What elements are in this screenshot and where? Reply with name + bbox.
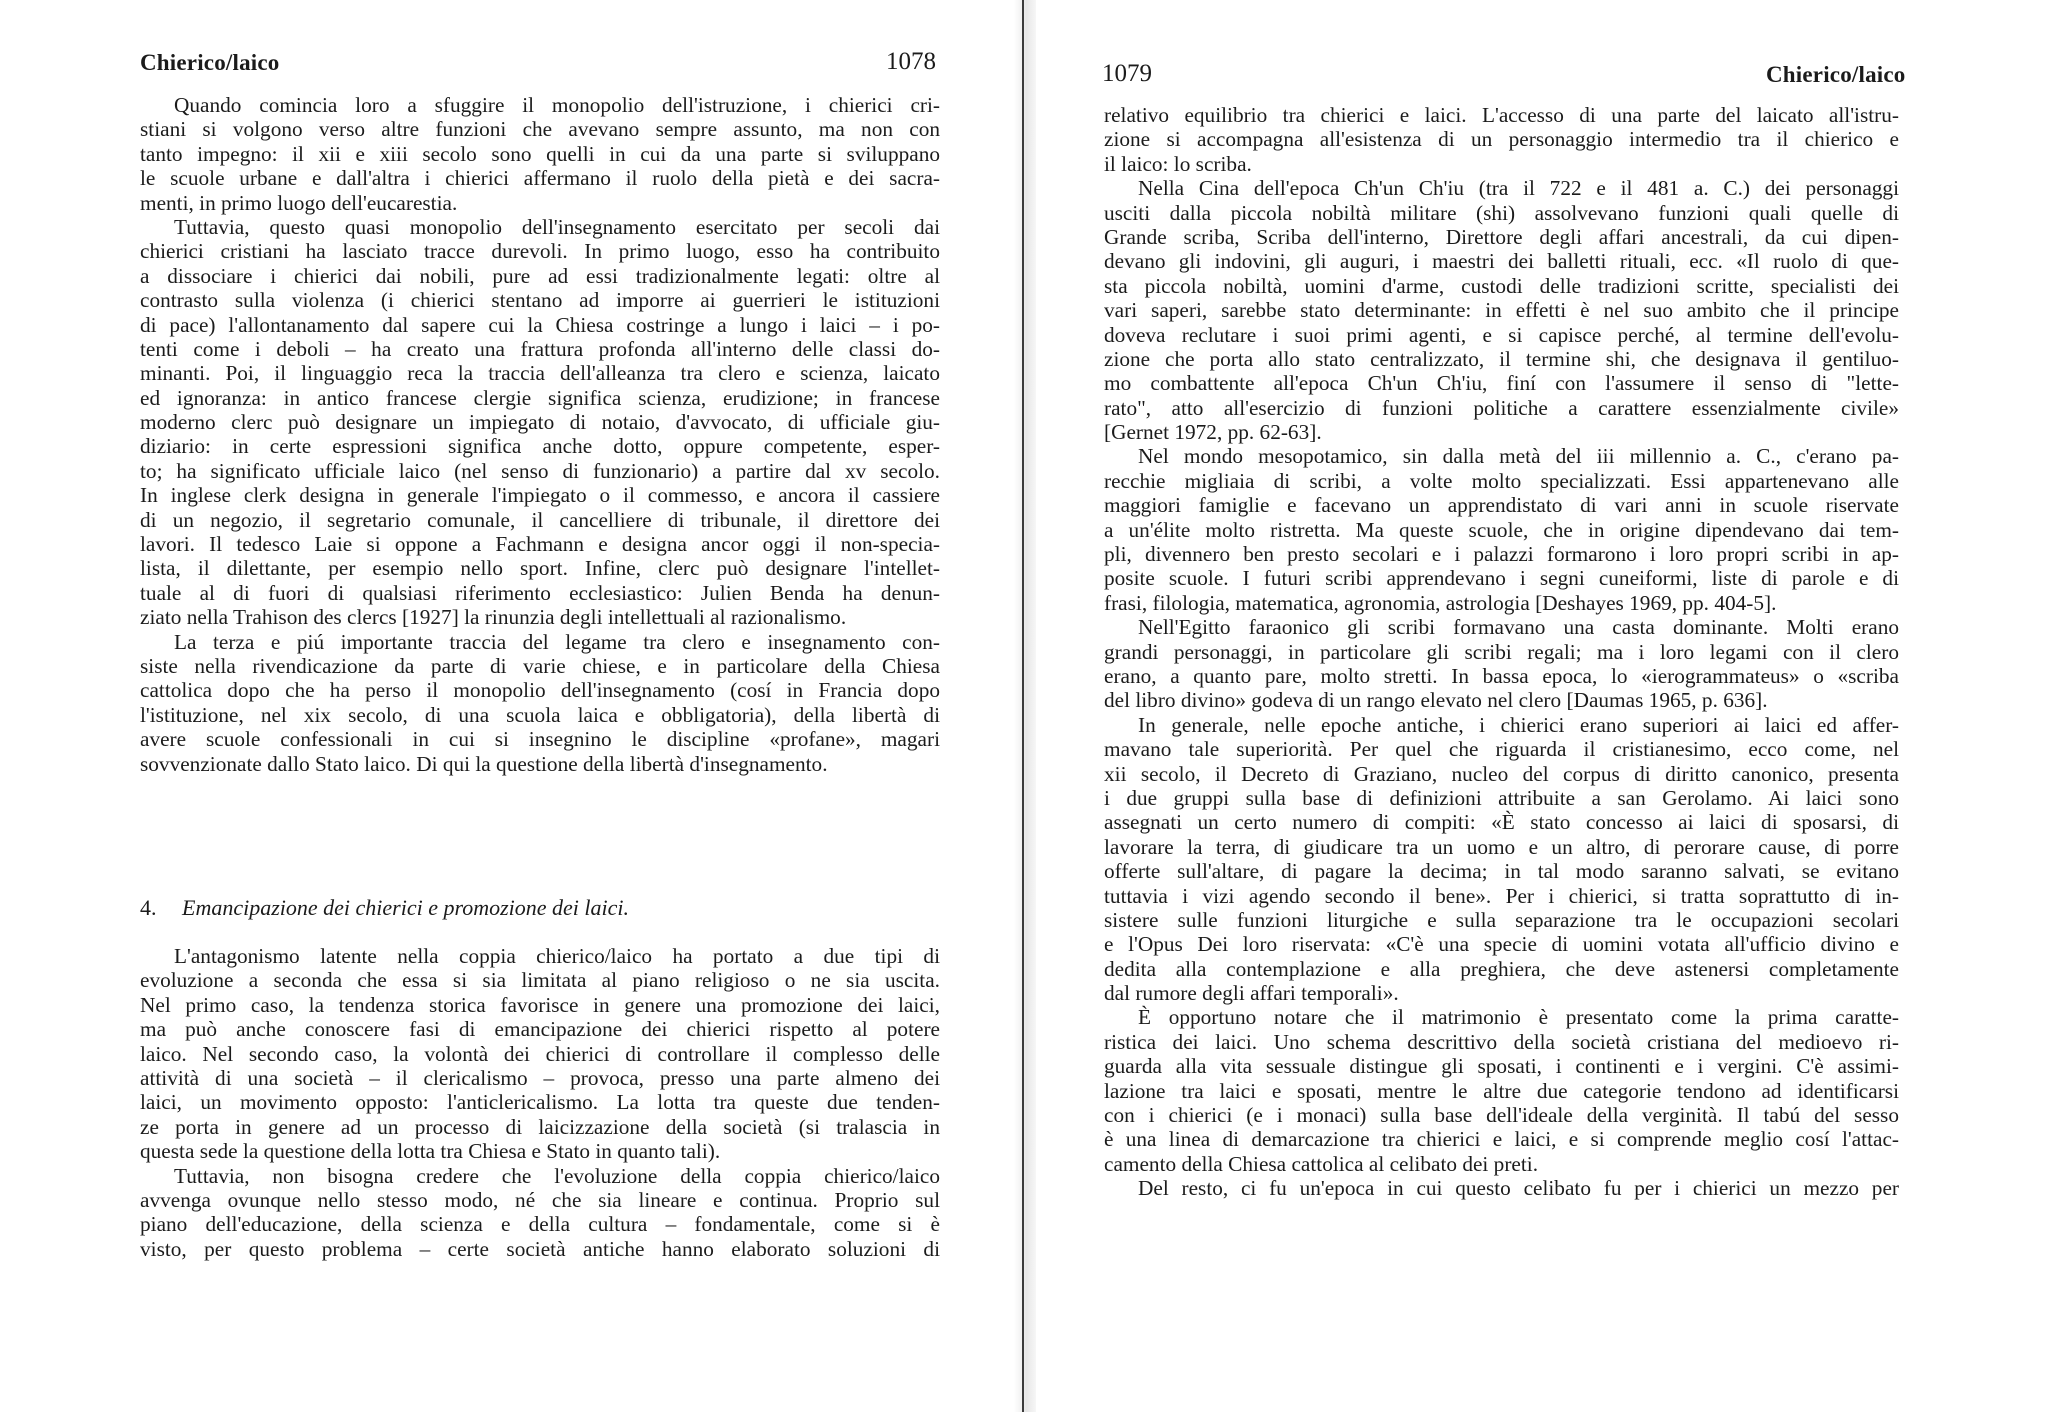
text-line: visto, per questo problema – certe società antiche hanno elaborato soluzioni di [140, 1236, 940, 1261]
book-gutter [1014, 0, 1036, 1412]
text-line: ze porta in genere ad un processo di laicizzazione della società (si tralascia in [140, 1114, 940, 1139]
text-line: devano gli indovini, gli auguri, i maestri dei balletti rituali, ecc. «Il ruolo di que- [1104, 249, 1899, 274]
text-line: vari saperi, sarebbe stato determinante: in effetti è nel suo ambito che il principe [1104, 298, 1899, 323]
text-line: È opportuno notare che il matrimonio è presentato come la prima caratte- [1138, 1005, 1899, 1030]
right-body-text [1104, 103, 1899, 1201]
text-line: Tuttavia, non bisogna credere che l'evoluzione della coppia chierico/laico [174, 1163, 940, 1188]
text-line: contrasto sulla violenza (i chierici stentano ad imporre ai guerrieri le istituzioni [140, 288, 940, 313]
text-line: menti, in primo luogo dell'eucarestia. [140, 190, 458, 215]
text-line: assegnati un certo numero di compiti: «È stato concesso ai laici di sposarsi, di [1104, 810, 1899, 835]
text-line: lista, il dilettante, per esempio nello sport. Infine, clerc può designare l'intellet- [140, 556, 940, 581]
text-line: cattolica dopo che ha perso il monopolio dell'insegnamento (cosí in Francia dopo [140, 678, 940, 703]
text-line: questa sede la questione della lotta tra Chiesa e Stato in quanto tali). [140, 1139, 721, 1164]
text-line: guarda alla vita sessuale distingue gli sposati, i continenti e i vergini. C'è assimi- [1104, 1054, 1899, 1079]
page-number: 1079 [1102, 60, 1152, 87]
text-line: rato", atto all'esercizio di funzioni politiche a carattere essenzialmente civile» [1104, 395, 1899, 420]
right-page-header [1040, 58, 2048, 98]
text-line: moderno clerc può designare un impiegato di notaio, d'avvocato, di ufficiale giu- [140, 410, 940, 435]
text-line: ristica dei laici. Uno schema descrittivo della società cristiana del medioevo ri- [1104, 1029, 1899, 1054]
text-line: del libro divino» godeva di un rango elevato nel clero [Daumas 1965, p. 636]. [1104, 688, 1768, 713]
text-line: diziario: in certe espressioni significa anche dotto, oppure competente, esper- [140, 434, 940, 459]
text-line: Nella Cina dell'epoca Ch'un Ch'iu (tra il 722 e il 481 a. C.) dei personaggi [1138, 176, 1899, 201]
text-line: sistere sulle funzioni liturgiche e sulla separazione tra le occupazioni secolari [1104, 907, 1899, 932]
text-line: In inglese clerk designa in generale l'impiegato o il commesso, e ancora il cassiere [140, 483, 940, 508]
text-line: zione si accompagna all'esistenza di un personaggio intermedio tra il chierico e [1104, 127, 1899, 152]
text-line: ziato nella Trahison des clercs [1927] la rinunzia degli intellettuali al razionalismo. [140, 605, 847, 630]
text-line: recchie migliaia di scribi, a volte molto specializzati. Essi appartenevano alle [1104, 468, 1899, 493]
text-line: grandi personaggi, in particolare gli scribi regali; ma i loro legami con il clero [1104, 639, 1899, 664]
text-line: mavano tale superiorità. Per quel che riguarda il cristianesimo, ecco come, nel [1104, 737, 1899, 762]
text-line: maggiori famiglie e facevano un apprendistato di vari anni in scuole riservate [1104, 493, 1899, 518]
text-line: In generale, nelle epoche antiche, i chierici erano superiori ai laici ed affer- [1138, 712, 1899, 737]
text-line: frasi, filologia, matematica, agronomia, astrologia [Deshayes 1969, pp. 404-5]. [1104, 590, 1777, 615]
running-title: Chierico/laico [1766, 62, 1906, 87]
text-line: xii secolo, il Decreto di Graziano, nucleo del corpus di diritto canonico, presenta [1104, 761, 1899, 786]
text-line: doveva reclutare i suoi primi agenti, e si capisce perché, al termine dell'evolu- [1104, 322, 1899, 347]
text-line: dal rumore degli affari temporali». [1104, 981, 1399, 1006]
text-line: pli, divennero ben presto secolari e i palazzi formarono i loro propri scribi in ap- [1104, 542, 1899, 567]
text-line: tenti come i deboli – ha creato una frattura profonda all'interno delle classi do- [140, 336, 940, 361]
text-line: relativo equilibrio tra chierici e laici. L'accesso di una parte del laicato all'istru- [1104, 103, 1899, 127]
section-heading [140, 895, 629, 921]
section-number: 4. [140, 895, 157, 920]
running-title: Chierico/laico [140, 50, 280, 75]
text-line: piano dell'educazione, della scienza e della cultura – fondamentale, come si è [140, 1212, 940, 1237]
text-line: sta piccola nobiltà, uomini d'arme, custodi delle tradizioni scritte, specialisti dei [1104, 273, 1899, 298]
text-line: il laico: lo scriba. [1104, 151, 1252, 176]
gutter-fold-line [1022, 0, 1024, 1412]
text-line: di pace) l'allontanamento dal sapere cui la Chiesa costringe a lungo i laici – i po- [140, 312, 940, 337]
text-line: è una linea di demarcazione tra chierici e laici, e si comprende meglio cosí l'attac- [1104, 1127, 1899, 1152]
text-line: con i chierici (e i monaci) sulla base dell'ideale della verginità. Il tabú del sesso [1104, 1103, 1899, 1128]
text-line: La terza e piú importante traccia del legame tra clero e insegnamento con- [174, 629, 940, 654]
text-line: Nell'Egitto faraonico gli scribi formavano una casta dominante. Molti erano [1138, 615, 1899, 640]
text-line: l'istituzione, nel xix secolo, di una scuola laica e obbligatoria), della libertà di [140, 702, 940, 727]
text-line: avere scuole confessionali in cui si insegnino le discipline «profane», magari [140, 727, 940, 752]
text-line: [Gernet 1972, pp. 62-63]. [1104, 420, 1322, 445]
text-line: siste nella rivendicazione da parte di varie chiese, e in particolare della Chiesa [140, 653, 940, 678]
text-line: zione che porta allo stato centralizzato, il termine shi, che designava il gentiluo- [1104, 346, 1899, 371]
text-line: lazione tra laici e sposati, mentre le altre due categorie tendono ad identificarsi [1104, 1078, 1899, 1103]
text-line: Quando comincia loro a sfuggire il monopolio dell'istruzione, i chierici cri- [174, 93, 940, 117]
text-line: laici, un movimento opposto: l'anticlericalismo. La lotta tra queste due tenden- [140, 1090, 940, 1115]
text-line: ed ignoranza: in antico francese clergie significa scienza, erudizione; in francese [140, 385, 940, 410]
text-line: i due gruppi sulla base di definizioni attribuite a san Gerolamo. Ai laici sono [1104, 785, 1899, 810]
text-line: Nel mondo mesopotamico, sin dalla metà del iii millennio a. C., c'erano pa- [1138, 444, 1899, 469]
text-line: usciti dalla piccola nobiltà militare (shi) assolvevano funzioni quali quelle di [1104, 200, 1899, 225]
text-line: posite scuole. I futuri scribi apprendevano i segni cuneiformi, liste di parole e di [1104, 566, 1899, 591]
text-line: di un negozio, il segretario comunale, il cancelliere di tribunale, il direttore dei [140, 507, 940, 532]
text-line: Del resto, ci fu un'epoca in cui questo celibato fu per i chierici un mezzo per [1138, 1176, 1899, 1201]
text-line: a un'élite molto ristretta. Ma queste scuole, che in origine dipendevano dai tem- [1104, 517, 1899, 542]
text-line: sovvenzionate dallo Stato laico. Di qui la questione della libertà d'insegnamento. [140, 751, 828, 776]
text-line: camento della Chiesa cattolica al celibato dei preti. [1104, 1151, 1539, 1176]
text-line: ma può anche conoscere fasi di emancipazione dei chierici rispetto al potere [140, 1017, 940, 1042]
text-line: evoluzione a seconda che essa si sia limitata al piano religioso o ne sia uscita. [140, 968, 940, 993]
text-line: avvenga ovunque nello stesso modo, né che sia lineare e continua. Proprio sul [140, 1187, 940, 1212]
text-line: mo combattente all'epoca Ch'un Ch'iu, finí con l'assumere il senso di "lette- [1104, 371, 1899, 396]
page-number: 1078 [886, 48, 936, 75]
text-line: tuttavia i vizi agendo secondo il bene». Per i chierici, si tratta soprattutto di in- [1104, 883, 1899, 908]
text-line: dedita alla contemplazione e alla preghiera, che deve astenersi completamente [1104, 956, 1899, 981]
text-line: lavorare la terra, di giudicare tra un uomo e un altro, di perorare cause, di porre [1104, 834, 1899, 859]
text-line: offerte sull'altare, di pagare la decima; in tal modo saranno salvati, se evitano [1104, 859, 1899, 884]
left-body-text-1 [140, 93, 940, 776]
text-line: e l'Opus Dei loro riservata: «C'è una specie di uomini votata all'ufficio divino e [1104, 932, 1899, 957]
text-line: erano, a quanto pare, molto stretti. In bassa epoca, lo «ierogrammateus» o «scriba [1104, 663, 1899, 688]
section-title: Emancipazione dei chierici e promozione dei laici. [182, 895, 630, 920]
left-body-text-2 [140, 944, 940, 1261]
text-line: le scuole urbane e dall'altra i chierici affermano il ruolo della pietà e dei sacra- [140, 166, 940, 191]
left-page [0, 0, 1000, 1412]
text-line: laico. Nel secondo caso, la volontà dei chierici di controllare il complesso delle [140, 1041, 940, 1066]
text-line: chierici cristiani ha lasciato tracce durevoli. In primo luogo, esso ha contribuito [140, 239, 940, 264]
text-line: tanto impegno: il xii e xiii secolo sono quelli in cui da una parte si sviluppano [140, 141, 940, 166]
text-line: to; ha significato ufficiale laico (nel senso di funzionario) a partire dal xv secolo. [140, 458, 940, 483]
text-line: Grande scriba, Scriba dell'interno, Direttore degli affari ancestrali, da cui dipen- [1104, 224, 1899, 249]
text-line: a dissociare i chierici dai nobili, pure ad essi tradizionalmente legati: oltre al [140, 263, 940, 288]
text-line: Nel primo caso, la tendenza storica favorisce in genere una promozione dei laici, [140, 992, 940, 1017]
right-page [1040, 0, 2048, 1412]
text-line: minanti. Poi, il linguaggio reca la traccia dell'alleanza tra clero e scienza, laicato [140, 361, 940, 386]
text-line: Tuttavia, questo quasi monopolio dell'insegnamento esercitato per secoli dai [174, 214, 940, 239]
left-page-header [0, 46, 1000, 86]
text-line: attività di una società – il clericalismo – provoca, presso una parte almeno dei [140, 1065, 940, 1090]
text-line: tuale al di fuori di qualsiasi riferimento ecclesiastico: Julien Benda ha denun- [140, 580, 940, 605]
text-line: L'antagonismo latente nella coppia chierico/laico ha portato a due tipi di [174, 944, 940, 968]
text-line: stiani si volgono verso altre funzioni che avevano sempre assunto, ma non con [140, 117, 940, 142]
text-line: lavori. Il tedesco Laie si oppone a Fachmann e designa ancor oggi il non-specia- [140, 532, 940, 557]
